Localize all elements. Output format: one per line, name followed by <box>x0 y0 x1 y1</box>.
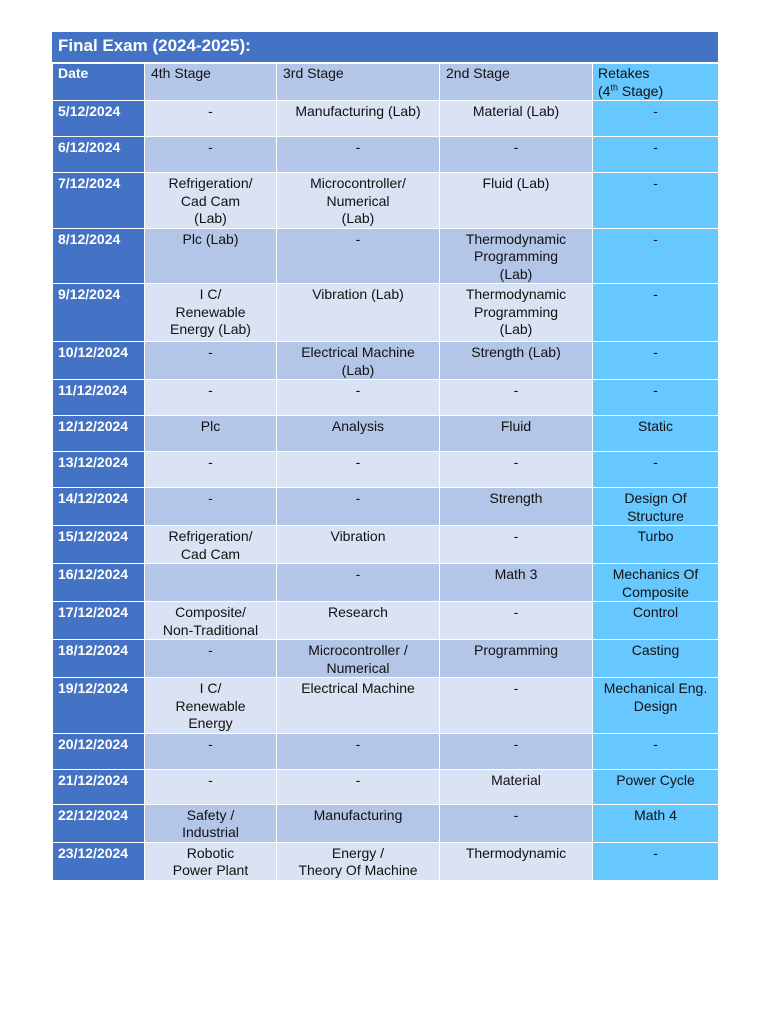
cell-stage-4: - <box>145 488 277 526</box>
cell-date: 17/12/2024 <box>53 602 145 640</box>
table-row <box>53 526 719 564</box>
table-row <box>53 842 719 880</box>
cell-stage-2: - <box>440 526 593 564</box>
cell-stage-2: Fluid <box>440 416 593 452</box>
cell-stage-3: Electrical Machine <box>277 678 440 734</box>
cell-stage-4: Composite/ Non-Traditional <box>145 602 277 640</box>
cell-stage-3: Manufacturing <box>277 804 440 842</box>
table-row <box>53 380 719 416</box>
cell-retakes: - <box>593 380 719 416</box>
cell-retakes: - <box>593 284 719 342</box>
cell-retakes: - <box>593 342 719 380</box>
cell-date: 19/12/2024 <box>53 678 145 734</box>
header-stage-2: 2nd Stage <box>440 64 593 101</box>
cell-stage-4: - <box>145 101 277 137</box>
table-row <box>53 769 719 804</box>
table-row <box>53 733 719 769</box>
cell-retakes: Math 4 <box>593 804 719 842</box>
cell-retakes: Mechanical Eng. Design <box>593 678 719 734</box>
cell-stage-3: Energy / Theory Of Machine <box>277 842 440 880</box>
cell-date: 5/12/2024 <box>53 101 145 137</box>
cell-stage-4: - <box>145 452 277 488</box>
table-row <box>53 137 719 173</box>
table-row <box>53 602 719 640</box>
table-row <box>53 488 719 526</box>
cell-stage-2: - <box>440 380 593 416</box>
cell-date: 6/12/2024 <box>53 137 145 173</box>
cell-stage-3: - <box>277 380 440 416</box>
cell-stage-3: - <box>277 488 440 526</box>
exam-schedule-sheet <box>52 32 718 881</box>
cell-stage-4: - <box>145 733 277 769</box>
cell-date: 14/12/2024 <box>53 488 145 526</box>
cell-date: 11/12/2024 <box>53 380 145 416</box>
cell-stage-4: - <box>145 769 277 804</box>
cell-stage-3: - <box>277 137 440 173</box>
cell-stage-2: - <box>440 733 593 769</box>
cell-stage-2: - <box>440 678 593 734</box>
cell-stage-4: I C/ Renewable Energy (Lab) <box>145 284 277 342</box>
cell-date: 12/12/2024 <box>53 416 145 452</box>
cell-date: 7/12/2024 <box>53 173 145 229</box>
cell-stage-2: Math 3 <box>440 564 593 602</box>
cell-stage-2: Fluid (Lab) <box>440 173 593 229</box>
cell-stage-4: Refrigeration/ Cad Cam (Lab) <box>145 173 277 229</box>
cell-stage-2: Material <box>440 769 593 804</box>
cell-retakes: Casting <box>593 640 719 678</box>
cell-retakes: Design Of Structure <box>593 488 719 526</box>
cell-stage-4: Refrigeration/ Cad Cam <box>145 526 277 564</box>
cell-stage-3: Microcontroller/ Numerical (Lab) <box>277 173 440 229</box>
table-row <box>53 640 719 678</box>
table-row <box>53 284 719 342</box>
cell-stage-2: - <box>440 804 593 842</box>
cell-date: 10/12/2024 <box>53 342 145 380</box>
cell-stage-4: - <box>145 137 277 173</box>
cell-retakes: Static <box>593 416 719 452</box>
cell-stage-4: Safety / Industrial <box>145 804 277 842</box>
cell-date: 18/12/2024 <box>53 640 145 678</box>
table-row <box>53 678 719 734</box>
cell-stage-3: Research <box>277 602 440 640</box>
cell-date: 23/12/2024 <box>53 842 145 880</box>
header-retakes-sup: th <box>610 81 618 92</box>
table-row <box>53 173 719 229</box>
cell-retakes: - <box>593 137 719 173</box>
header-stage-3: 3rd Stage <box>277 64 440 101</box>
table-row <box>53 416 719 452</box>
header-row <box>53 64 719 101</box>
cell-retakes: Control <box>593 602 719 640</box>
schedule-body <box>53 101 719 881</box>
cell-stage-3: Vibration <box>277 526 440 564</box>
cell-stage-2: Strength <box>440 488 593 526</box>
cell-stage-2: - <box>440 452 593 488</box>
cell-stage-4 <box>145 564 277 602</box>
table-row <box>53 452 719 488</box>
table-row <box>53 228 719 284</box>
cell-stage-2: - <box>440 602 593 640</box>
cell-stage-3: Analysis <box>277 416 440 452</box>
cell-stage-3: - <box>277 769 440 804</box>
cell-retakes: - <box>593 101 719 137</box>
cell-date: 9/12/2024 <box>53 284 145 342</box>
cell-stage-3: Vibration (Lab) <box>277 284 440 342</box>
cell-date: 13/12/2024 <box>53 452 145 488</box>
cell-stage-3: Electrical Machine (Lab) <box>277 342 440 380</box>
cell-stage-3: - <box>277 452 440 488</box>
cell-stage-2: Material (Lab) <box>440 101 593 137</box>
cell-date: 22/12/2024 <box>53 804 145 842</box>
cell-stage-4: Robotic Power Plant <box>145 842 277 880</box>
cell-stage-4: Plc (Lab) <box>145 228 277 284</box>
cell-date: 21/12/2024 <box>53 769 145 804</box>
table-row <box>53 342 719 380</box>
cell-stage-4: - <box>145 380 277 416</box>
cell-stage-2: Strength (Lab) <box>440 342 593 380</box>
cell-retakes: Power Cycle <box>593 769 719 804</box>
cell-retakes: Turbo <box>593 526 719 564</box>
cell-stage-3: - <box>277 564 440 602</box>
cell-stage-4: - <box>145 640 277 678</box>
cell-stage-3: Manufacturing (Lab) <box>277 101 440 137</box>
cell-date: 8/12/2024 <box>53 228 145 284</box>
cell-retakes: - <box>593 733 719 769</box>
cell-retakes: - <box>593 452 719 488</box>
cell-stage-3: - <box>277 228 440 284</box>
cell-stage-2: Programming <box>440 640 593 678</box>
cell-retakes: - <box>593 173 719 229</box>
header-retakes-line1: Retakes <box>598 65 650 81</box>
cell-retakes: - <box>593 228 719 284</box>
header-retakes-prefix: (4 <box>598 82 611 99</box>
cell-stage-2: Thermodynamic <box>440 842 593 880</box>
cell-stage-4: I C/ Renewable Energy <box>145 678 277 734</box>
header-retakes-suffix: Stage) <box>617 82 664 99</box>
cell-stage-3: Microcontroller / Numerical <box>277 640 440 678</box>
header-retakes <box>593 64 719 101</box>
cell-date: 20/12/2024 <box>53 733 145 769</box>
table-row <box>53 804 719 842</box>
header-date: Date <box>53 64 145 101</box>
cell-stage-2: Thermodynamic Programming (Lab) <box>440 228 593 284</box>
exam-schedule-table <box>52 63 719 881</box>
cell-date: 15/12/2024 <box>53 526 145 564</box>
cell-retakes: - <box>593 842 719 880</box>
cell-retakes: Mechanics Of Composite <box>593 564 719 602</box>
cell-stage-3: - <box>277 733 440 769</box>
header-stage-4: 4th Stage <box>145 64 277 101</box>
cell-stage-2: - <box>440 137 593 173</box>
cell-stage-2: Thermodynamic Programming (Lab) <box>440 284 593 342</box>
cell-stage-4: - <box>145 342 277 380</box>
table-row <box>53 564 719 602</box>
schedule-title: Final Exam (2024-2025): <box>52 32 718 63</box>
table-row <box>53 101 719 137</box>
cell-stage-4: Plc <box>145 416 277 452</box>
cell-date: 16/12/2024 <box>53 564 145 602</box>
